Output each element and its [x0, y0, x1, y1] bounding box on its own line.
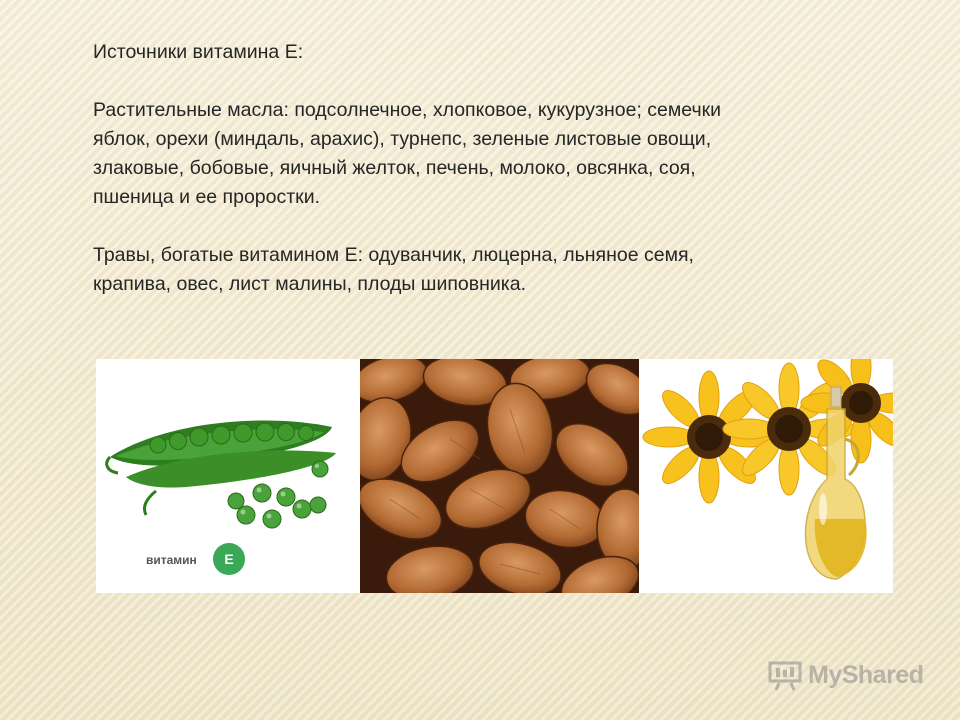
food-images-strip [96, 359, 893, 593]
almonds-image [360, 359, 639, 593]
vitamin-label: витамин [146, 553, 197, 567]
oils-line-3: злаковые, бобовые, яичный желток, печень, молоко, овсянка, соя, [93, 157, 696, 179]
oils-line-4: пшеница и ее проростки. [93, 186, 321, 208]
sunflower-oil-image [639, 359, 893, 593]
myshared-logo-text: MyShared [808, 660, 924, 689]
oils-line-1: Растительные масла: подсолнечное, хлопковое, кукурузное; семечки [93, 99, 722, 121]
presentation-icon [768, 659, 802, 691]
slide-text [93, 38, 833, 299]
vitamin-e-letter: E [224, 551, 234, 567]
herbs-line-2: крапива, овес, лист малины, плоды шиповника. [93, 273, 526, 295]
oils-line-2: яблок, орехи (миндаль, арахис), турнепс, зеленые листовые овощи, [93, 128, 712, 150]
herbs-line-1: Травы, богатые витамином Е: одуванчик, люцерна, льняное семя, [93, 244, 694, 266]
peas-image [96, 359, 360, 593]
myshared-watermark[interactable] [768, 657, 923, 693]
slide-heading: Источники витамина Е: [93, 41, 304, 63]
